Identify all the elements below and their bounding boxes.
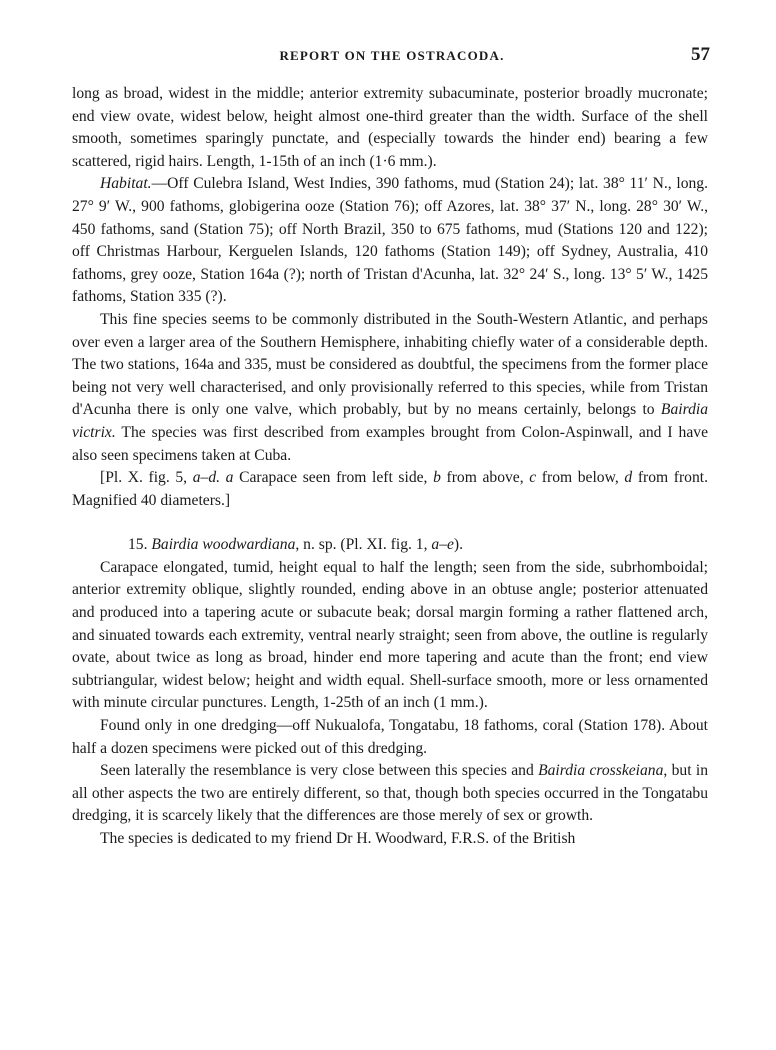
- paragraph-comparison: [72, 760, 708, 828]
- paragraph-habitat: [72, 173, 708, 309]
- species-heading-close: ).: [453, 536, 463, 554]
- paragraph-dedication: The species is dedicated to my friend Dr H. Woodward, F.R.S. of the British: [100, 830, 576, 847]
- plate-ref-range: a–d.: [192, 469, 221, 487]
- comparison-text-start: Seen laterally the resemblance is very close between this species and: [100, 762, 539, 780]
- distribution-text-end: The species was first described from examples brought from Colon-Aspinwall, and I have also seen specimens taken at Cuba.: [72, 423, 708, 464]
- paragraph-continuation: long as broad, widest in the middle; anterior extremity subacuminate, posterior broadly mucronate; end view ovate, widest below, height almost one-third greater than the width. Surface of the shell smooth, sometimes sparingly punctate, and (especially towards the hinder end) bearing a few scattered, rigid hairs. Length, 1-15th of an inch (1·6 mm.).: [72, 85, 708, 170]
- species-heading: [72, 534, 708, 557]
- habitat-text: —Off Culebra Island, West Indies, 390 fathoms, mud (Station 24); lat. 38° 11′ N., long. 27° 9′ W., 900 fathoms, globigerina ooze (Station 76); off Azores, lat. 38° 37′ N., long. 28° 30′ W., 450 fathoms, sand (Station 75); off North Brazil, 350 to 675 fathoms, mud (Stations 120 and 122); off Christmas Harbour, Kerguelen Islands, 120 fathoms (Station 149); off Sydney, Australia, 410 fathoms, grey ooze, Station 164a (?); north of Tristan d'Acunha, lat. 32° 24′ S., long. 13° 5′ W., 1425 fathoms, Station 335 (?).: [72, 175, 708, 306]
- species-title-italic: Bairdia woodwardiana: [151, 536, 296, 554]
- plate-letter-c: c: [529, 469, 537, 487]
- plate-letter-a: a: [225, 469, 234, 487]
- page-header: [72, 42, 712, 72]
- running-head: REPORT ON THE OSTRACODA.: [279, 48, 505, 63]
- body-text: [72, 83, 708, 851]
- comparison-species-italic: Bairdia crosskeiana: [538, 762, 664, 780]
- paragraph-locality: Found only in one dredging—off Nukualofa, Tongatabu, 18 fathoms, coral (Station 178). About half a dozen specimens were picked out of this dredging.: [72, 717, 708, 757]
- comparison-text-end: , but in all other aspects the two are entirely different, so that, though both species occurred in the Tongatabu dredging, it is scarcely likely that the differences are those merely of sex or growth.: [72, 762, 708, 825]
- species-number: 15.: [128, 536, 148, 554]
- species-heading-rest: , n. sp. (Pl. XI. fig. 1,: [295, 536, 432, 554]
- distribution-text-start: This fine species seems to be commonly distributed in the South-Western Atlantic, and perhaps over even a larger area of the Southern Hemisphere, inhabiting chiefly water of a considerable depth. The two stations, 164a and 335, must be considered as doubtful, the specimens from the former place being not very well characterised, and only provisionally referred to this species, while from Tristan d'Acunha there is only one valve, which probably, but by no means certainly, belongs to: [72, 310, 708, 419]
- paragraph-distribution: [72, 309, 708, 467]
- species-heading-range: a–e: [431, 536, 454, 554]
- plate-ref-above: from above,: [440, 469, 530, 487]
- plate-reference: [72, 467, 708, 512]
- page-number: 57: [691, 44, 710, 65]
- plate-ref-side: Carapace seen from left side,: [233, 469, 434, 487]
- plate-ref-start: [Pl. X. fig. 5,: [100, 469, 193, 487]
- section-spacer: [72, 512, 708, 534]
- plate-letter-d: d: [624, 469, 633, 487]
- plate-ref-end: from front. Magnified 40 diameters.]: [72, 469, 708, 509]
- paragraph-description: Carapace elongated, tumid, height equal to half the length; seen from the side, subrhomboidal; anterior extremity oblique, slightly rounded, ending above in an obtuse angle; posterior attenuated and produced into a tapering acute or subacute beak; dorsal margin forming a rather flattened arch, and sinuated towards each extremity, ventral nearly straight; seen from above, the outline is regularly ovate, about twice as long as broad, hinder end more tapering and acute than the front; end view subtriangular, widest below; height and width equal. Shell-surface smooth, more or less ornamented with minute circular punctures. Length, 1-25th of an inch (1 mm.).: [72, 558, 708, 712]
- plate-letter-b: b: [433, 469, 441, 487]
- plate-ref-below: from below,: [536, 469, 625, 487]
- species-name-italic: Bairdia victrix.: [72, 401, 708, 441]
- habitat-label: Habitat.: [100, 175, 152, 193]
